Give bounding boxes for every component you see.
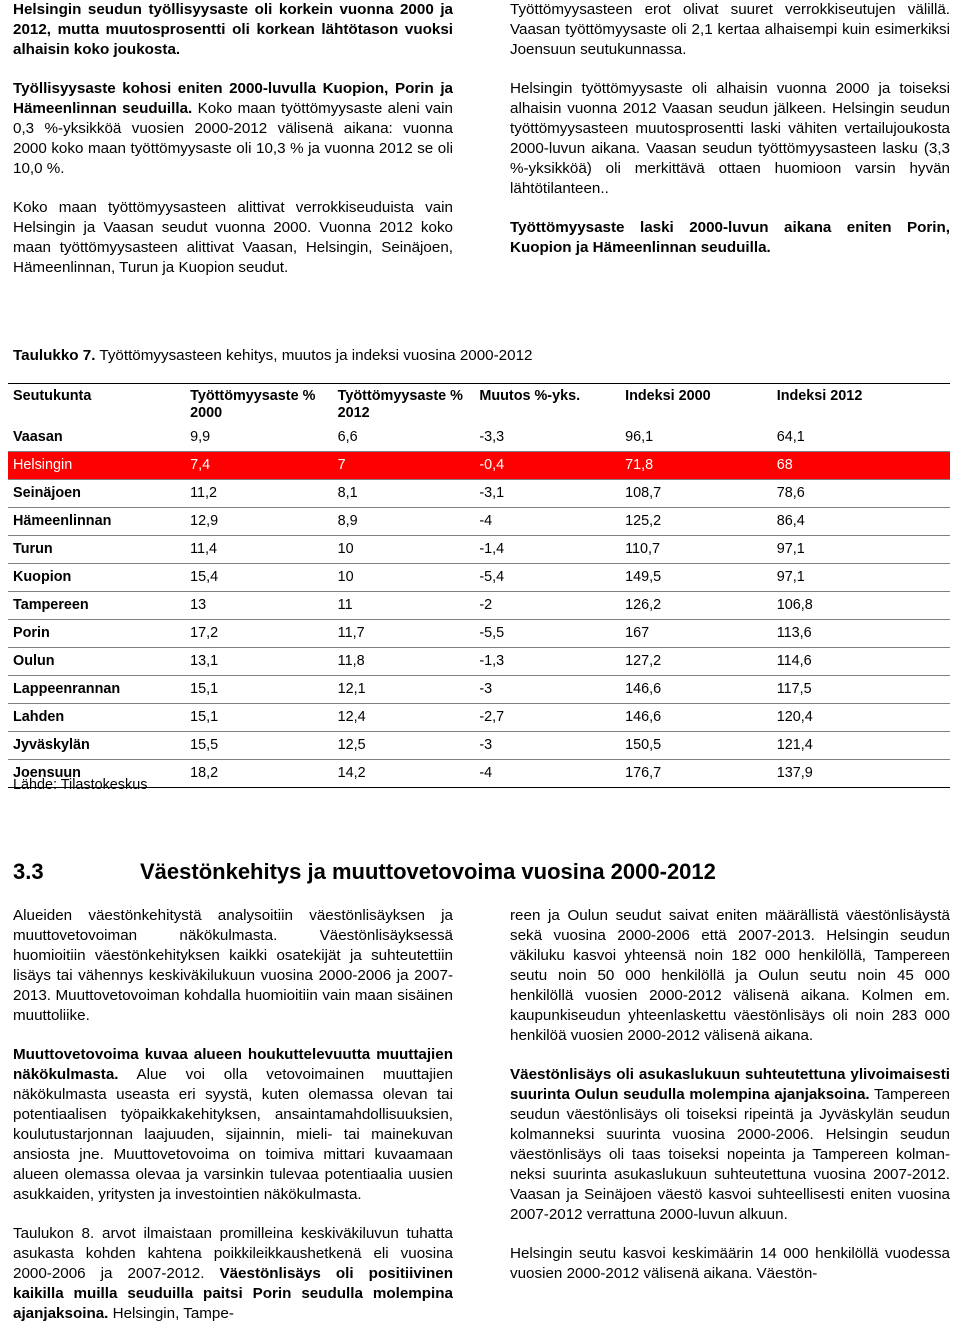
- section-number: 3.3: [13, 859, 44, 884]
- value-cell: 6,6: [333, 424, 475, 452]
- header-cell: Muutos %-yks.: [474, 384, 620, 425]
- region-cell: Hämeenlinnan: [8, 508, 185, 536]
- header-cell: Työttömyysaste % 2000: [185, 384, 333, 425]
- value-cell: 15,1: [185, 704, 333, 732]
- paragraph: [13, 1224, 453, 1324]
- table-row: [8, 620, 950, 648]
- paragraph: reen ja Oulun seudut saivat eniten määrällistä väestönlisäystä sekä vuosina 2000-2006 että 2007-2013. Helsingin seudun väkiluku kasvoi yhteensä noin 182 000 henkilöllä, Tampereen seutu noin 50 000 henkilöllä ja Oulun seutu noin 45 000 henkilöllä vuosien 2000-2012 välisenä aikana. Kolmen em. kaupunkiseudun yhteenlaskettu väestönlisäys oli noin 283 000 henkilöä vuosien 2000-2012 välisenä aikana.: [510, 907, 950, 1044]
- table-row: [8, 732, 950, 760]
- value-cell: -2: [474, 592, 620, 620]
- value-cell: 14,2: [333, 760, 475, 788]
- value-cell: -3: [474, 676, 620, 704]
- table-row: [8, 508, 950, 536]
- value-cell: 15,1: [185, 676, 333, 704]
- value-cell: 167: [620, 620, 772, 648]
- value-cell: 71,8: [620, 452, 772, 480]
- region-cell: Turun: [8, 536, 185, 564]
- value-cell: 12,9: [185, 508, 333, 536]
- section-title: Väestönkehitys ja muuttovetovoima vuosina 2000-2012: [140, 859, 716, 884]
- value-cell: 146,6: [620, 704, 772, 732]
- value-cell: 18,2: [185, 760, 333, 788]
- value-cell: 12,5: [333, 732, 475, 760]
- value-cell: -3,1: [474, 480, 620, 508]
- value-cell: -1,3: [474, 648, 620, 676]
- value-cell: 117,5: [772, 676, 950, 704]
- header-cell: Työttömyysaste % 2012: [333, 384, 475, 425]
- value-cell: 97,1: [772, 564, 950, 592]
- bold-text: Helsingin seudun työllisyysaste oli korkein vuonna 2000 ja 2012, mutta muutosprosentti oli korkean lähtötason vuoksi alhaisin koko joukosta.: [13, 1, 453, 58]
- value-cell: 125,2: [620, 508, 772, 536]
- value-cell: 11,4: [185, 536, 333, 564]
- bottom-right-column: [510, 906, 950, 1284]
- table-caption-text: Työttömyysasteen kehitys, muutos ja indeksi vuosina 2000-2012: [95, 347, 533, 364]
- value-cell: 64,1: [772, 424, 950, 452]
- paragraph: Helsingin seutu kasvoi keskimäärin 14 000 henkilöllä vuodessa vuosien 2000-2012 välisenä aikana. Väestön-: [510, 1245, 950, 1282]
- paragraph: [510, 218, 950, 258]
- region-cell: Joensuun: [8, 760, 185, 788]
- value-cell: 108,7: [620, 480, 772, 508]
- paragraph: [13, 0, 453, 60]
- bold-text: Väestönlisäys oli asukaslukuun suhteutettuna ylivoimaisesti suurinta Oulun seudulla molempina ajanjaksoina.: [510, 1066, 950, 1103]
- value-cell: 12,4: [333, 704, 475, 732]
- value-cell: 15,5: [185, 732, 333, 760]
- value-cell: 7: [333, 452, 475, 480]
- region-cell: Lahden: [8, 704, 185, 732]
- table-row: [8, 676, 950, 704]
- bold-text: Muuttovetovoima kuvaa alueen houkuttelevuutta muuttajien näkökulmasta.: [13, 1046, 453, 1083]
- value-cell: 106,8: [772, 592, 950, 620]
- value-cell: 176,7: [620, 760, 772, 788]
- value-cell: 96,1: [620, 424, 772, 452]
- value-cell: 126,2: [620, 592, 772, 620]
- value-cell: 86,4: [772, 508, 950, 536]
- value-cell: 78,6: [772, 480, 950, 508]
- body-text: Taulukon 8. arvot ilmaistaan promilleina keskiväkiluvun tuhatta asukasta kohden kahtena poikkileikkaushetkenä eli vuosina 2000-2006 ja 2007-2012.: [13, 1225, 453, 1282]
- value-cell: 7,4: [185, 452, 333, 480]
- source-note: Lähde: Tilastokeskus: [13, 777, 148, 793]
- value-cell: 11,2: [185, 480, 333, 508]
- region-cell: Jyväskylän: [8, 732, 185, 760]
- value-cell: 110,7: [620, 536, 772, 564]
- region-cell: Kuopion: [8, 564, 185, 592]
- top-right-column: [510, 0, 950, 277]
- paragraph: Helsingin työttömyysaste oli alhaisin vuonna 2000 ja toiseksi alhaisin vuonna 2012 Vaasan seudun jälkeen. Helsingin seudun työttömyysasteen muutosprosentti laski vähiten vertailujoukosta 2000-luvun aikana. Vaasan seudun työttömyysasteen lasku (3,3 %-yksikköä) oli merkittävä ottaen huomioon varsin hyvän lähtötilanteen..: [510, 80, 950, 197]
- value-cell: 150,5: [620, 732, 772, 760]
- table-row: [8, 592, 950, 620]
- bold-text: Työttömyysaste laski 2000-luvun aikana eniten Porin, Kuopion ja Hämeenlinnan seuduilla.: [510, 219, 950, 256]
- value-cell: -5,5: [474, 620, 620, 648]
- value-cell: -3,3: [474, 424, 620, 452]
- body-text: Tampereen seudun väestönlisäys oli toiseksi ripeintä ja Jyväskylän seudun kolmanneksi suurinta vuosina 2000-2006. Helsingin seudun väestönlisäys oli taas toiseksi nopeinta ja Tampereen kolmanneksi suurinta asukaslukuun suhteutettuna vuosina 2007-2012. Vaasan ja Seinäjoen väestö kasvoi suhteellisesti eniten vuosina 2007-2012 verrattuna 2000-luvun alkuun.: [510, 1086, 950, 1223]
- region-cell: Porin: [8, 620, 185, 648]
- value-cell: 11: [333, 592, 475, 620]
- value-cell: 97,1: [772, 536, 950, 564]
- paragraph: [13, 79, 453, 179]
- bold-text: Työllisyysaste kohosi eniten 2000-luvulla Kuopion, Porin ja Hämeenlinnan seuduilla.: [13, 80, 453, 117]
- value-cell: -4: [474, 760, 620, 788]
- value-cell: 17,2: [185, 620, 333, 648]
- value-cell: -5,4: [474, 564, 620, 592]
- table-row: [8, 648, 950, 676]
- value-cell: 11,7: [333, 620, 475, 648]
- value-cell: 127,2: [620, 648, 772, 676]
- value-cell: -4: [474, 508, 620, 536]
- value-cell: 121,4: [772, 732, 950, 760]
- bold-text: Väestönlisäys oli positiivinen kaikilla muilla seuduilla paitsi Porin seudulla molempina ajanjaksoina.: [13, 1265, 453, 1322]
- paragraph: [13, 1045, 453, 1205]
- value-cell: 10: [333, 536, 475, 564]
- header-cell: Indeksi 2000: [620, 384, 772, 425]
- value-cell: 8,1: [333, 480, 475, 508]
- table-body: [8, 424, 950, 788]
- region-cell: Oulun: [8, 648, 185, 676]
- top-left-column: [13, 0, 453, 297]
- body-text: Alue voi olla vetovoimainen muuttajien näkökulmasta useasta eri syystä, kuten olemassa olevan tai potentiaalisen työpaikkakehityksen, ansaintamahdollisuuksien, koulutustarjonnan laajuuden, sijainnin, mieli- tai mainekuvan ansiosta jne. Muuttovetovoima on toimiva mittari kuvaamaan alueen olemassa olevaa ja varsinkin tulevaa potentiaalia uusien asukkaiden, yritysten ja investointien näkökulmasta.: [13, 1066, 453, 1203]
- body-text: Koko maan työttömyysaste aleni vain 0,3 %-yksikköä vuosien 2000-2012 välisenä aikana: vuonna 2000 koko maan työttömyysaste oli 10,3 % ja vuonna 2012 se oli 10,0 %.: [13, 100, 453, 177]
- region-cell: Lappeenrannan: [8, 676, 185, 704]
- table-row: [8, 704, 950, 732]
- paragraph: Koko maan työttömyysasteen alittivat verrokkiseuduista vain Helsingin ja Vaasan seudut vuonna 2000. Vuonna 2012 koko maan työttömyysasteen alittivat Vaasan, Helsingin, Seinäjoen, Hämeenlinnan, Turun ja Kuopion seudut.: [13, 199, 453, 276]
- value-cell: 113,6: [772, 620, 950, 648]
- table-caption: [13, 346, 532, 366]
- value-cell: 13,1: [185, 648, 333, 676]
- value-cell: 120,4: [772, 704, 950, 732]
- region-cell: Vaasan: [8, 424, 185, 452]
- value-cell: 114,6: [772, 648, 950, 676]
- bottom-left-column: [13, 906, 453, 1324]
- value-cell: 9,9: [185, 424, 333, 452]
- region-cell: Tampereen: [8, 592, 185, 620]
- value-cell: 10: [333, 564, 475, 592]
- table-row: [8, 760, 950, 788]
- value-cell: 8,9: [333, 508, 475, 536]
- table-row: [8, 480, 950, 508]
- value-cell: 146,6: [620, 676, 772, 704]
- header-cell: Seutukunta: [8, 384, 185, 425]
- unemployment-table: [8, 383, 950, 788]
- table-row: [8, 424, 950, 452]
- region-cell: Helsingin: [8, 452, 185, 480]
- value-cell: -3: [474, 732, 620, 760]
- paragraph: [510, 1065, 950, 1225]
- header-cell: Indeksi 2012: [772, 384, 950, 425]
- table-header-row: [8, 384, 950, 425]
- value-cell: 137,9: [772, 760, 950, 788]
- value-cell: 149,5: [620, 564, 772, 592]
- paragraph: Alueiden väestönkehitystä analysoitiin väestönlisäyksen ja muuttovetovoiman näkökulmasta. Väestönlisäyksessä huomioitiin väestönkehityksen kaikki osatekijät ja suhteutettiin lisäys tai vähennys keskiväkilukuun vuosina 2000-2006 ja 2007-2013. Muuttovetovoiman kohdalla huomioitiin vain maan sisäinen muuttoliike.: [13, 907, 453, 1024]
- value-cell: 11,8: [333, 648, 475, 676]
- paragraph: Työttömyysasteen erot olivat suuret verrokkiseutujen välillä. Vaasan työttömyysaste oli 2,1 kertaa alhaisempi kuin esimerkiksi Joensuun seutukunnassa.: [510, 1, 950, 58]
- value-cell: 15,4: [185, 564, 333, 592]
- body-text: Helsingin, Tampe-: [108, 1305, 234, 1322]
- section-heading: [13, 857, 716, 887]
- table-row-highlighted: [8, 452, 950, 480]
- value-cell: 13: [185, 592, 333, 620]
- value-cell: -1,4: [474, 536, 620, 564]
- table-row: [8, 564, 950, 592]
- region-cell: Seinäjoen: [8, 480, 185, 508]
- table-caption-label: Taulukko 7.: [13, 347, 96, 364]
- value-cell: 68: [772, 452, 950, 480]
- value-cell: -0,4: [474, 452, 620, 480]
- value-cell: 12,1: [333, 676, 475, 704]
- table-row: [8, 536, 950, 564]
- value-cell: -2,7: [474, 704, 620, 732]
